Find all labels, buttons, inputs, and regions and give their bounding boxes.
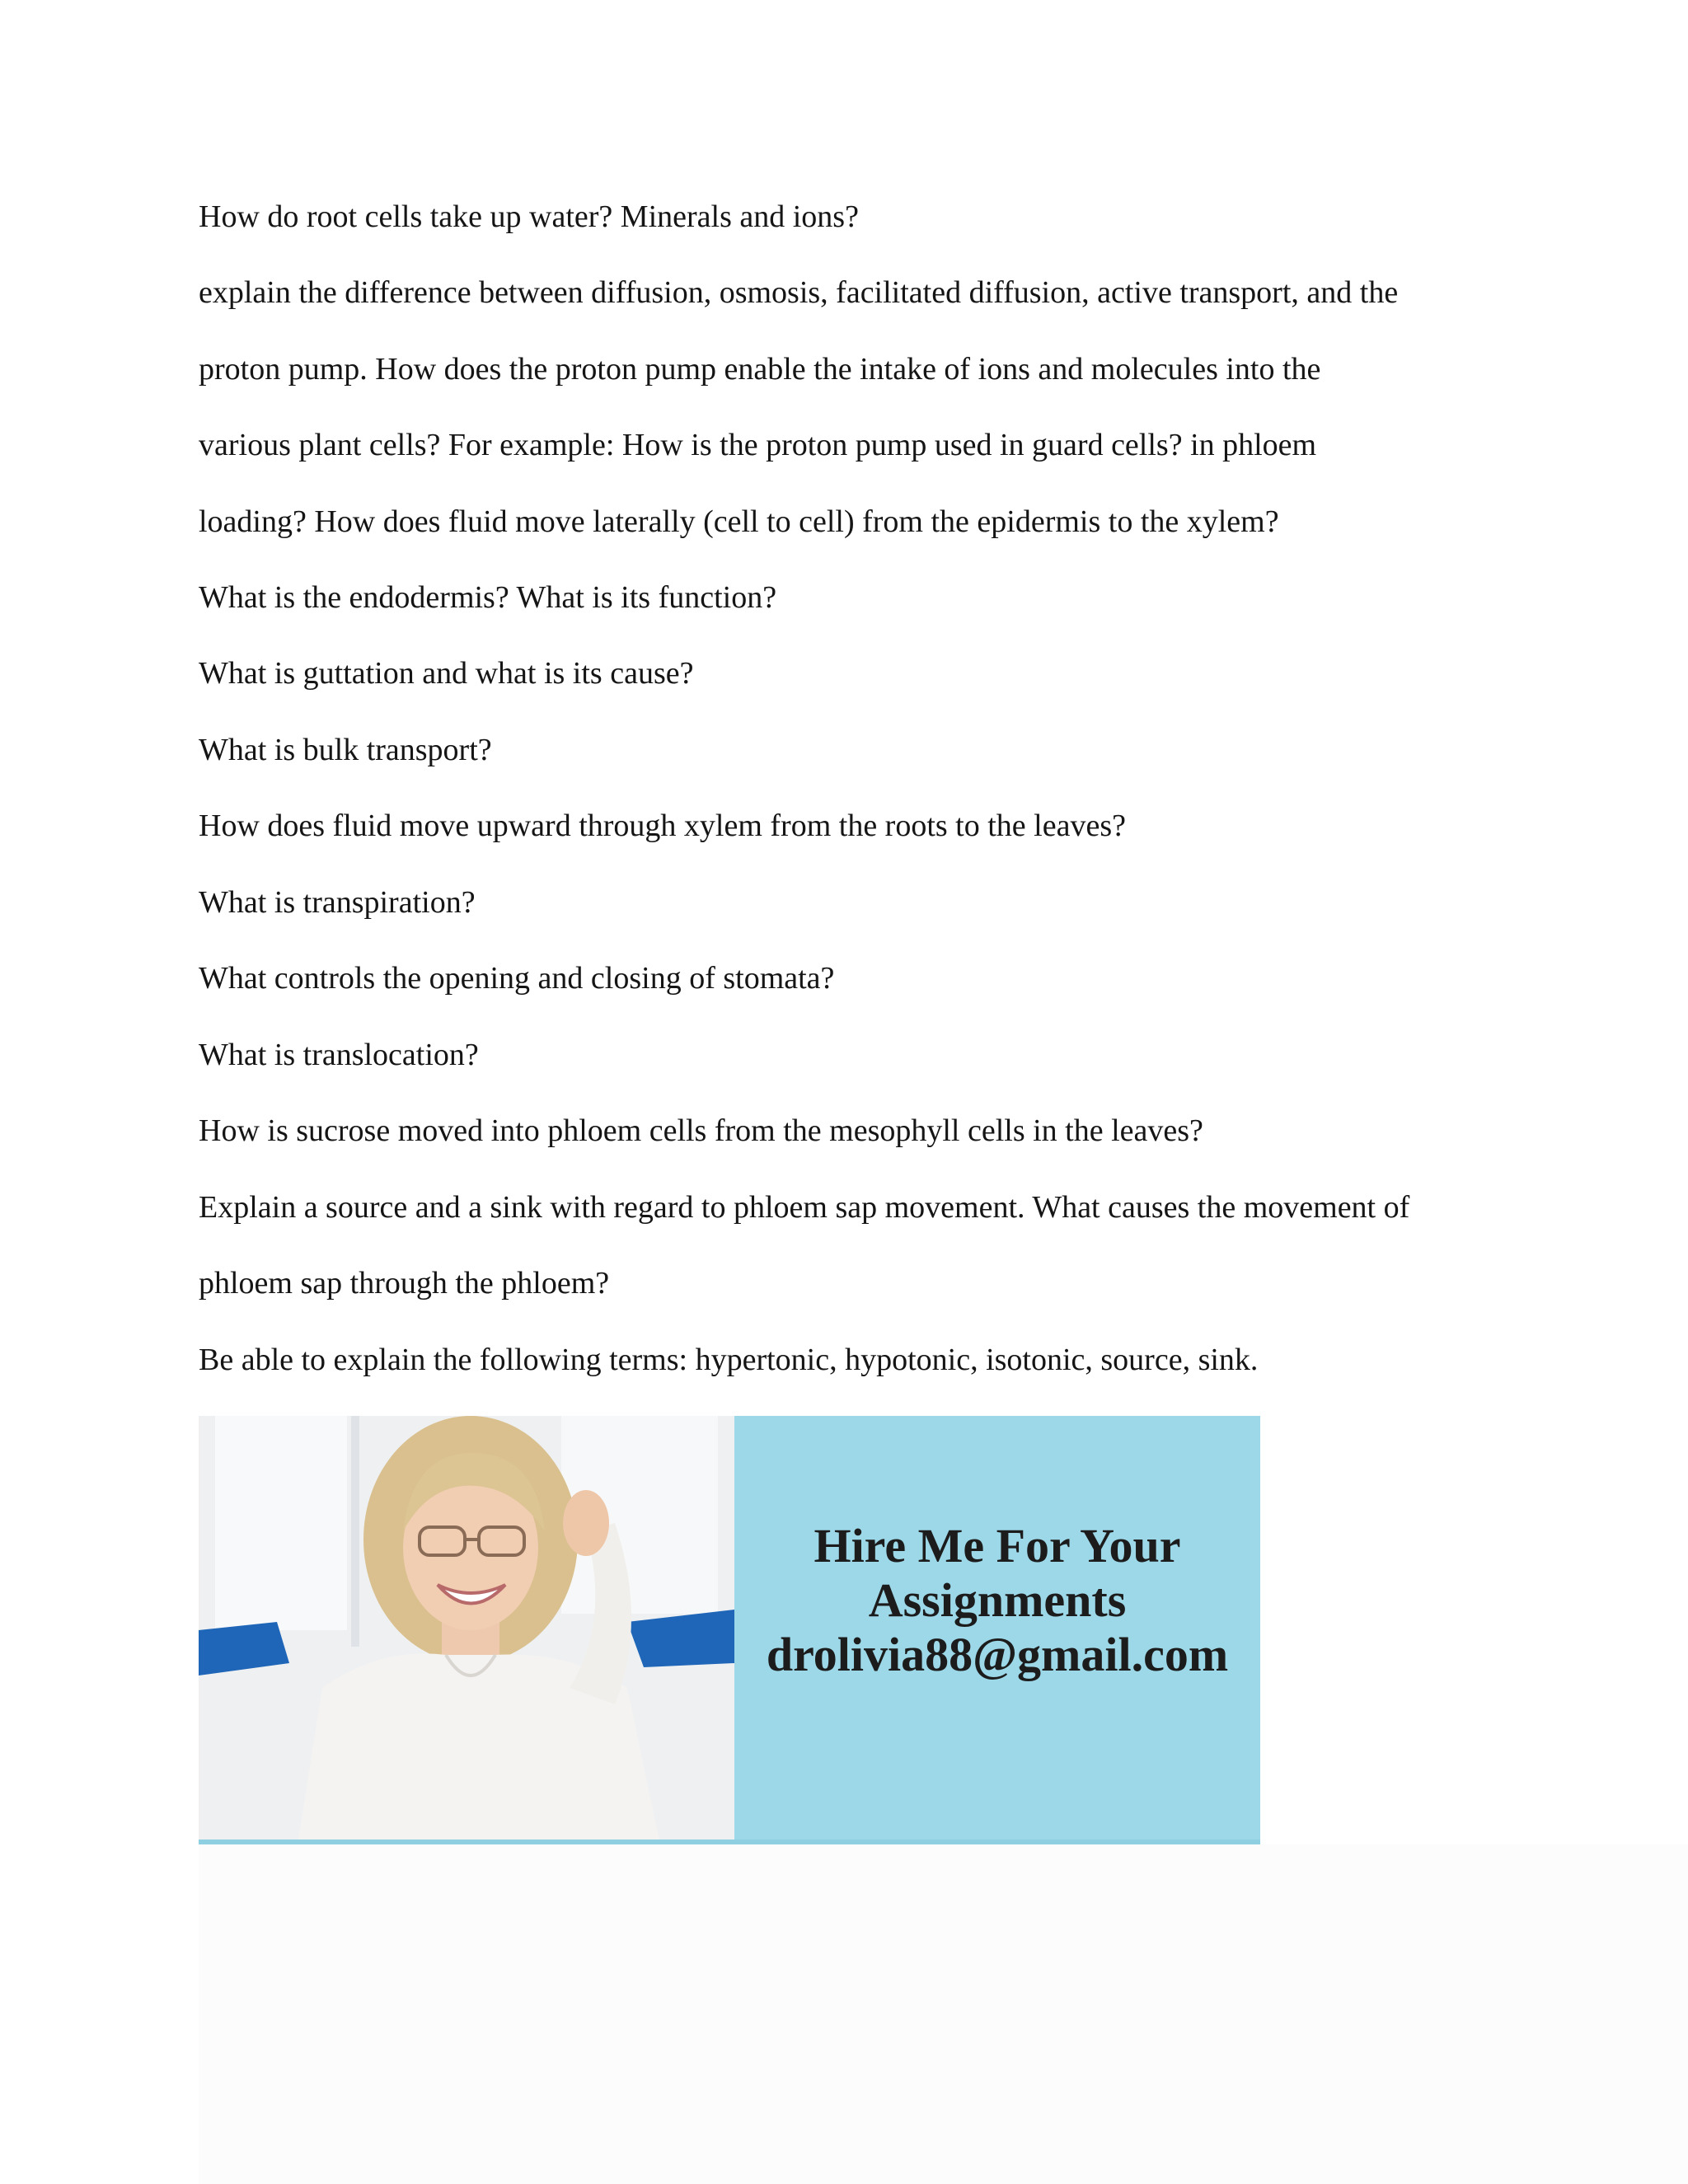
text-line: What is transpiration? — [199, 885, 476, 920]
text-line: How do root cells take up water? Minerals and ions? — [199, 199, 859, 234]
banner-heading-line2: Assignments — [868, 1573, 1127, 1627]
text-line: How is sucrose moved into phloem cells from the mesophyll cells in the leaves? — [199, 1113, 1203, 1148]
text-line: What is translocation? — [199, 1038, 479, 1072]
text-line: What is guttation and what is its cause? — [199, 656, 694, 691]
text-line: How does fluid move upward through xylem from the roots to the leaves? — [199, 808, 1126, 843]
banner-text-panel — [734, 1416, 1260, 1844]
text-line: What controls the opening and closing of stomata? — [199, 961, 835, 996]
text-line: What is bulk transport? — [199, 733, 492, 767]
text-line: Be able to explain the following terms: hypertonic, hypotonic, isotonic, source, sink. — [199, 1343, 1259, 1377]
banner-text — [734, 1519, 1260, 1682]
text-line: phloem sap through the phloem? — [199, 1266, 610, 1301]
text-line: What is the endodermis? What is its function? — [199, 580, 777, 615]
page-lower-area — [199, 1844, 1688, 2184]
banner-heading-line1: Hire Me For Your — [814, 1519, 1181, 1572]
text-line: explain the difference between diffusion, osmosis, facilitated diffusion, active transport, and the — [199, 275, 1399, 310]
text-line: proton pump. How does the proton pump enable the intake of ions and molecules into the — [199, 352, 1321, 387]
advertisement-banner — [199, 1416, 1260, 1844]
text-line: Explain a source and a sink with regard to phloem sap movement. What causes the movement of — [199, 1190, 1410, 1225]
banner-bottom-border — [199, 1840, 1260, 1844]
text-line: loading? How does fluid move laterally (cell to cell) from the epidermis to the xylem? — [199, 504, 1279, 539]
woman-photo — [199, 1416, 734, 1844]
text-line: various plant cells? For example: How is the proton pump used in guard cells? in phloem — [199, 428, 1317, 462]
banner-email: drolivia88@gmail.com — [766, 1628, 1229, 1681]
